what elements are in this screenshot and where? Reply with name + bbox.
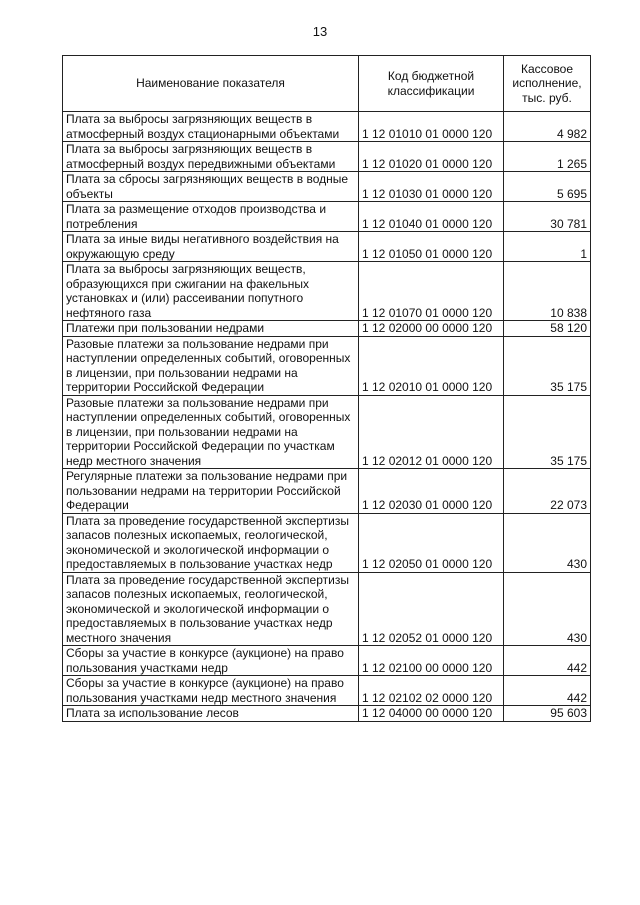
cell-cash-amount: 430	[504, 572, 591, 646]
cell-cash-amount: 442	[504, 646, 591, 676]
cell-budget-code: 1 12 01050 01 0000 120	[359, 232, 504, 262]
cell-indicator-name: Плата за сбросы загрязняющих веществ в водные объекты	[63, 172, 359, 202]
cell-cash-amount: 35 175	[504, 336, 591, 395]
header-cash-execution: Кассовое исполнение, тыс. руб.	[504, 56, 591, 112]
cell-indicator-name: Плата за иные виды негативного воздействия на окружающую среду	[63, 232, 359, 262]
table-row	[63, 646, 591, 676]
cell-indicator-name: Плата за проведение государственной экспертизы запасов полезных ископаемых, геологической, экономической и экологической информации о предоставляемых в пользование участках недр	[63, 513, 359, 572]
table-row	[63, 572, 591, 646]
cell-budget-code: 1 12 02030 01 0000 120	[359, 469, 504, 514]
cell-cash-amount: 1 265	[504, 142, 591, 172]
cell-budget-code: 1 12 01070 01 0000 120	[359, 262, 504, 321]
cell-indicator-name: Плата за выбросы загрязняющих веществ в атмосферный воздух стационарными объектами	[63, 112, 359, 142]
cell-cash-amount: 95 603	[504, 706, 591, 722]
cell-cash-amount: 35 175	[504, 395, 591, 469]
cell-budget-code: 1 12 02100 00 0000 120	[359, 646, 504, 676]
cell-cash-amount: 10 838	[504, 262, 591, 321]
cell-indicator-name: Плата за выбросы загрязняющих веществ в атмосферный воздух передвижными объектами	[63, 142, 359, 172]
cell-cash-amount: 58 120	[504, 321, 591, 337]
cell-budget-code: 1 12 01020 01 0000 120	[359, 142, 504, 172]
cell-cash-amount: 4 982	[504, 112, 591, 142]
cell-budget-code: 1 12 04000 00 0000 120	[359, 706, 504, 722]
table-row	[63, 142, 591, 172]
table-row	[63, 336, 591, 395]
table-row	[63, 262, 591, 321]
cell-indicator-name: Сборы за участие в конкурсе (аукционе) на право пользования участками недр местного значения	[63, 676, 359, 706]
cell-indicator-name: Регулярные платежи за пользование недрами при пользовании недрами на территории Российской Федерации	[63, 469, 359, 514]
table-row	[63, 513, 591, 572]
table-row	[63, 112, 591, 142]
table-row	[63, 469, 591, 514]
table-row	[63, 232, 591, 262]
page-number: 13	[312, 24, 328, 39]
cell-indicator-name: Плата за размещение отходов производства и потребления	[63, 202, 359, 232]
cell-cash-amount: 30 781	[504, 202, 591, 232]
cell-cash-amount: 1	[504, 232, 591, 262]
table-row	[63, 172, 591, 202]
cell-indicator-name: Разовые платежи за пользование недрами при наступлении определенных событий, оговоренных в лицензии, при пользовании недрами на территории Российской Федерации	[63, 336, 359, 395]
header-indicator-name: Наименование показателя	[63, 56, 359, 112]
header-budget-code: Код бюджетной классификации	[359, 56, 504, 112]
cell-cash-amount: 430	[504, 513, 591, 572]
table-row	[63, 321, 591, 337]
cell-cash-amount: 5 695	[504, 172, 591, 202]
cell-budget-code: 1 12 02010 01 0000 120	[359, 336, 504, 395]
table-row	[63, 202, 591, 232]
cell-indicator-name: Сборы за участие в конкурсе (аукционе) на право пользования участками недр	[63, 646, 359, 676]
cell-budget-code: 1 12 02000 00 0000 120	[359, 321, 504, 337]
cell-indicator-name: Плата за проведение государственной экспертизы запасов полезных ископаемых, геологической, экономической и экологической информации о предоставляемых в пользование участках недр местного значения	[63, 572, 359, 646]
cell-cash-amount: 442	[504, 676, 591, 706]
cell-indicator-name: Разовые платежи за пользование недрами при наступлении определенных событий, оговоренных в лицензии, при пользовании недрами на территории Российской Федерации по участкам недр местного значения	[63, 395, 359, 469]
cell-cash-amount: 22 073	[504, 469, 591, 514]
table-row	[63, 676, 591, 706]
cell-budget-code: 1 12 01010 01 0000 120	[359, 112, 504, 142]
cell-budget-code: 1 12 02052 01 0000 120	[359, 572, 504, 646]
table-row	[63, 706, 591, 722]
cell-indicator-name: Плата за использование лесов	[63, 706, 359, 722]
cell-indicator-name: Плата за выбросы загрязняющих веществ, образующихся при сжигании на факельных установках и (или) рассеивании попутного нефтяного газа	[63, 262, 359, 321]
cell-budget-code: 1 12 01030 01 0000 120	[359, 172, 504, 202]
cell-indicator-name: Платежи при пользовании недрами	[63, 321, 359, 337]
budget-execution-table	[62, 55, 591, 722]
cell-budget-code: 1 12 02102 02 0000 120	[359, 676, 504, 706]
cell-budget-code: 1 12 02050 01 0000 120	[359, 513, 504, 572]
cell-budget-code: 1 12 01040 01 0000 120	[359, 202, 504, 232]
table-row	[63, 395, 591, 469]
cell-budget-code: 1 12 02012 01 0000 120	[359, 395, 504, 469]
table-header-row	[63, 56, 591, 112]
